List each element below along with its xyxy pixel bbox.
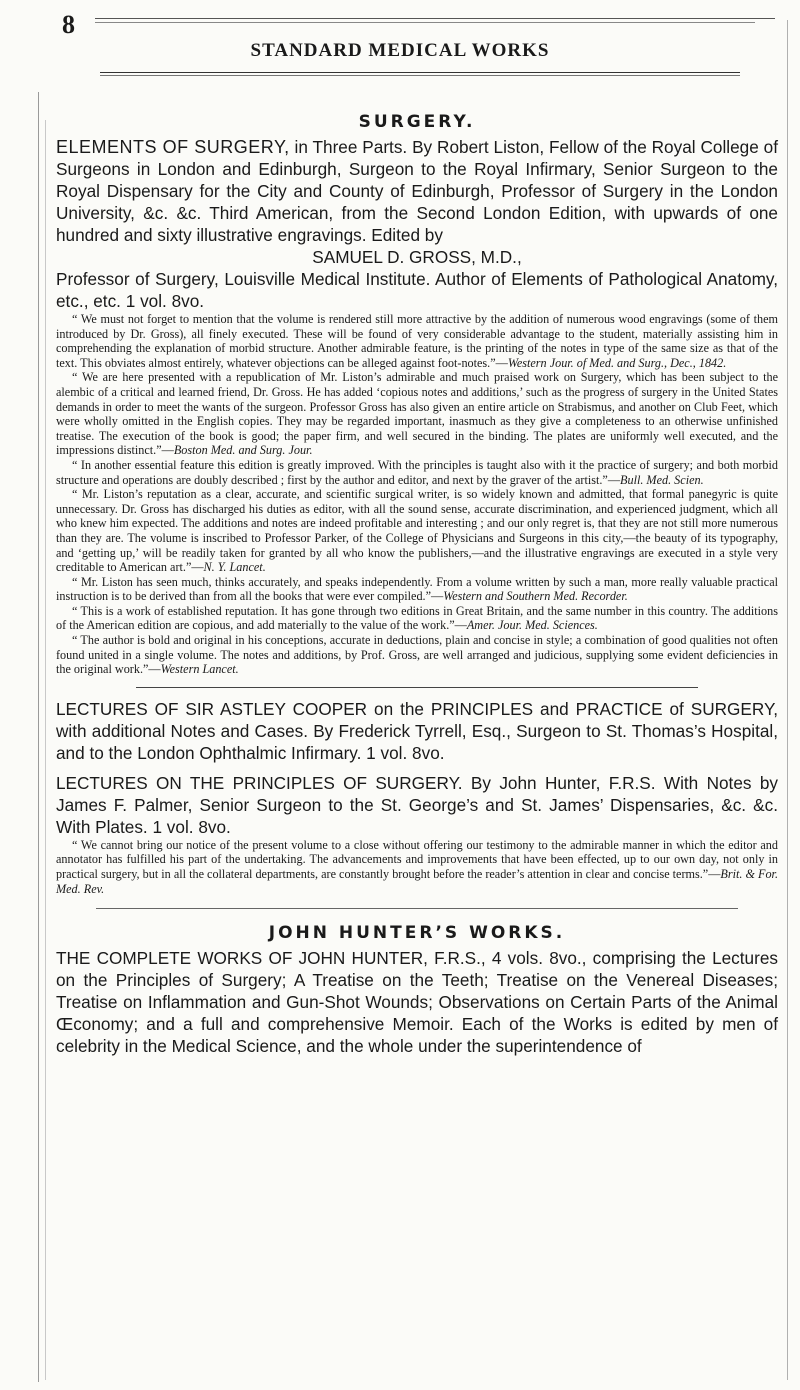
page-content — [56, 112, 778, 1057]
review-quote — [56, 370, 778, 458]
review-source: Brit. & For. Med. Rev. — [56, 867, 778, 896]
section-heading-surgery: SURGERY. — [358, 112, 476, 132]
review-text: “ We are here presented with a republication of Mr. Liston’s admirable and much praised work on Surgery, which has been subject to the alembic of a critical and learned friend, Dr. Gross. He has added ‘copious notes and additions,’ such as the progress of surgery in the United States demands in order to meet the wants of the surgeon. Professor Gross has also given an entire article on Strabismus, and another on Club Feet, which were wholly omitted in the English copies. They may be regarded important, inasmuch as they give a completeness to an otherwise unfinished treatise. The execution of the book is good; the paper firm, and well secured in the binding. The plates are uniformly well executed, and the impressions distinct.”— — [56, 370, 778, 458]
review-source: Bull. Med. Scien. — [620, 472, 704, 487]
review-quote — [56, 575, 778, 604]
entry-description: in Three Parts. By Robert Liston, Fellow of the Royal College of Surgeons in London and Edinburgh, Surgeon to the Royal Infirmary, Senior Surgeon to the Royal Dispensary for the City and County of Edinburgh, Professor of Surgery in the London University, &c. &c. Third American, from the Second London Edition, with upwards of one hundred and sixty illustrative engravings. Edited by — [56, 137, 778, 245]
entry-title-hunter-lectures: LECTURES ON THE PRINCIPLES OF SURGERY. By John Hunter, F.R.S. With Notes by James F. Palmer, Senior Surgeon to the St. George’s and St. James’ Dispensaries, &c. &c. With Plates. 1 vol. 8vo. — [56, 772, 778, 837]
entry-title-cooper-lectures: LECTURES OF SIR ASTLEY COOPER on the PRINCIPLES and PRACTICE of SURGERY, with additional Notes and Cases. By Frederick Tyrrell, Esq., Surgeon to St. Thomas’s Hospital, and to the London Ophthalmic Infirmary. 1 vol. 8vo. — [56, 698, 778, 763]
review-text: “ We must not forget to mention that the volume is rendered still more attractive by the addition of numerous wood engravings (some of them introduced by Dr. Gross), all finely executed. These will be found of very considerable advantage to the student, materially assisting him in comprehending the explanation of morbid structure. Another admirable feature, is the printing of the notes in type of the same size as that of the text. This obviates almost entirely, whatever objections can be alleged against foot-notes.”— — [56, 312, 778, 370]
review-text: “ Mr. Liston has seen much, thinks accurately, and speaks independently. From a volume written by such a man, more really valuable practical instruction is to be derived than from all the books that were ever compiled.”— — [56, 574, 778, 604]
review-source: Boston Med. and Surg. Jour. — [173, 443, 313, 458]
review-text: “ We cannot bring our notice of the present volume to a close without offering our testimony to the admirable manner in which the editor and annotator has fulfilled his part of the undertaking. The advancements and improvements that have been effected, up to our own day, not only in practical surgery, but in all the collateral departments, are constantly brought before the reader’s attention in clear and concise terms.”— — [56, 837, 778, 882]
entry-title-hunter-complete-works: THE COMPLETE WORKS OF JOHN HUNTER, F.R.S., 4 vols. 8vo., comprising the Lectures on the Principles of Surgery; A Treatise on the Teeth; Treatise on the Venereal Diseases; Treatise on Inflammation and Gun-Shot Wounds; Observations on Certain Parts of the Animal Œconomy; and a full and comprehensive Memoir. Each of the Works is edited by men of celebrity in the Medical Science, and the whole under the superintendence of — [56, 948, 778, 1057]
binding-edge-line-inner — [45, 120, 46, 1380]
section-divider — [96, 908, 738, 909]
review-source: Western Jour. of Med. and Surg., Dec., 1842. — [507, 355, 727, 370]
page-number: 8 — [62, 10, 75, 39]
editor-detail: Professor of Surgery, Louisville Medical Institute. Author of Elements of Pathological Anatomy, etc., etc. 1 vol. 8vo. — [56, 269, 778, 311]
review-quote — [56, 604, 778, 633]
editor-name: SAMUEL D. GROSS, M.D., — [312, 247, 522, 267]
review-quote — [56, 487, 778, 575]
review-text: “ This is a work of established reputation. It has gone through two editions in Great Britain, and the same number in this country. The additions of the American edition are copious, and add materially to the value of the work.”— — [56, 603, 778, 633]
binding-edge-line — [38, 92, 39, 1382]
review-source: Amer. Jour. Med. Sciences. — [466, 618, 598, 633]
header-rule — [100, 72, 740, 73]
running-head: STANDARD MEDICAL WORKS — [250, 40, 550, 61]
spacer — [56, 764, 778, 772]
review-quote — [56, 458, 778, 487]
entry-lead: ELEMENTS OF SURGERY, — [56, 137, 290, 157]
review-quote — [56, 312, 778, 370]
review-source: N. Y. Lancet. — [203, 560, 266, 575]
review-quote — [56, 633, 778, 677]
review-source: Western and Southern Med. Recorder. — [443, 589, 628, 604]
section-divider — [136, 687, 698, 688]
review-text: “ In another essential feature this edition is greatly improved. With the principles is taught also with it the practice of surgery; and both morbid structure and operations are doubly described ; first by the author and editor, and next by the graver of the artist.”— — [56, 457, 778, 487]
review-text: “ Mr. Liston’s reputation as a clear, accurate, and scientific surgical writer, is so widely known and admitted, that formal panegyric is quite unnecessary. Dr. Gross has discharged his duties as editor, with all the sound sense, accurate discrimination, and experienced judgment, which all who knew him expected. The additions and notes are indeed profitable and interesting ; and our only regret is, that they are not still more numerous than they are. The volume is inscribed to Professor Parker, of the College of Physicians and Surgeons in this city,—the beauty of its typography, and ‘getting up,’ will be readily taken for granted by all who know the publishers,—and the illustrative engravings are executed in a style very creditable to American art.”— — [56, 487, 778, 575]
review-source: Western Lancet. — [160, 662, 239, 677]
header-rule-secondary — [100, 75, 740, 76]
review-quote — [56, 838, 778, 896]
review-list — [56, 312, 778, 677]
review-text: “ The author is bold and original in his conceptions, accurate in deductions, plain and concise in style; a combination of good qualities not often found united in a single volume. The notes and additions, by Prof. Gross, are well arranged and judicious, supplying some evident deficiencies in the original work.”— — [56, 633, 778, 677]
entry-title-elements-of-surgery — [56, 136, 778, 246]
top-rule-secondary — [95, 22, 755, 23]
top-rule — [95, 18, 775, 19]
section-heading-hunter-works: JOHN HUNTER’S WORKS. — [268, 923, 566, 944]
page-edge-line — [787, 20, 788, 1380]
